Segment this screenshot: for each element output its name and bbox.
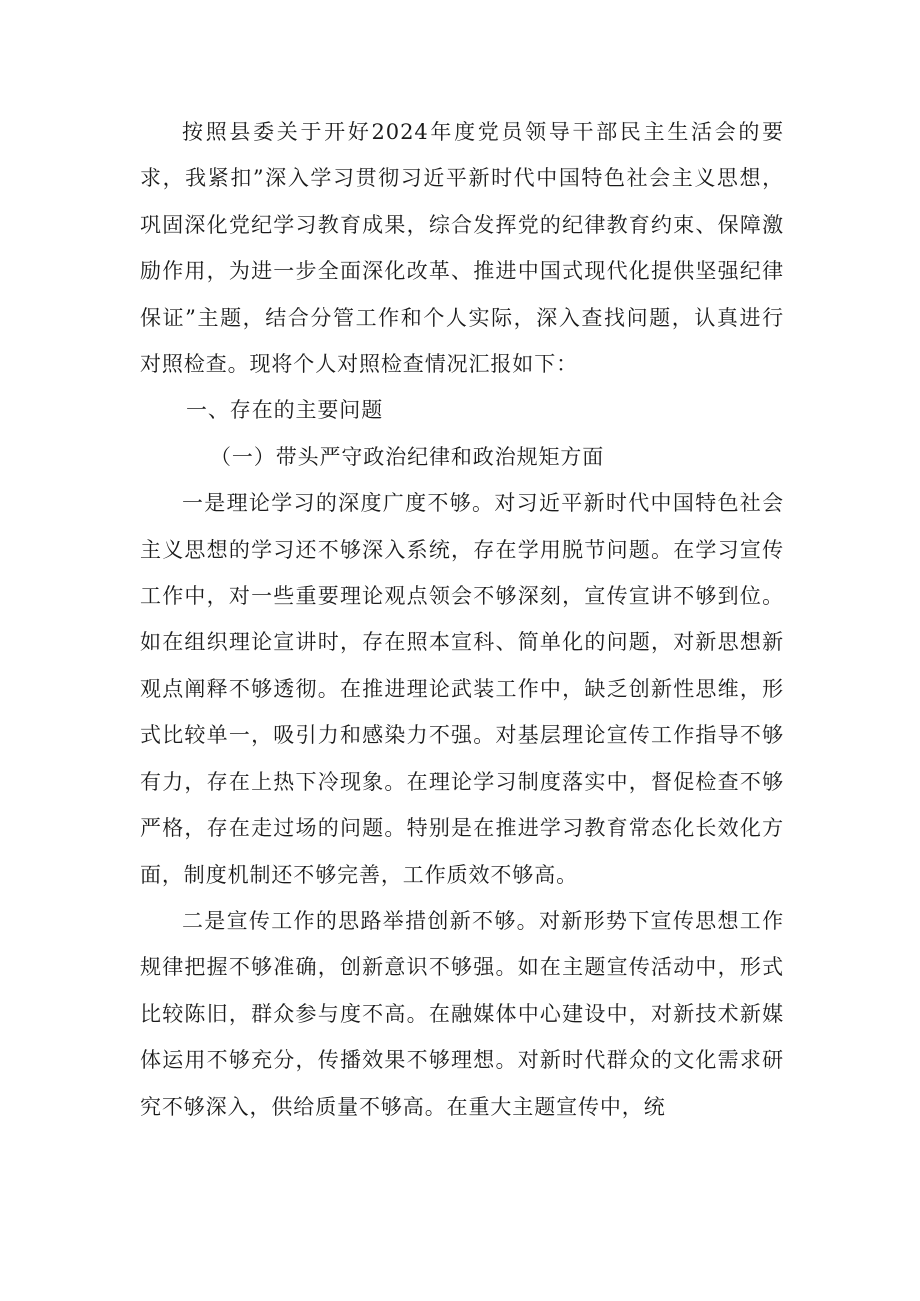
document-body: [140, 109, 784, 1130]
subsection-heading: （一）带头严守政治纪律和政治规矩方面: [210, 444, 605, 469]
body-paragraph-1: 一是理论学习的深度广度不够。对习近平新时代中国特色社会主义思想的学习还不够深入系统，存在学用脱节问题。在学习宣传工作中，对一些重要理论观点领会不够深刻，宣传宣讲不够到位。如在组织理论宣讲时，存在照本宣科、简单化的问题，对新思想新观点阐释不够透彻。在推进理论武装工作中，缺乏创新性思维，形式比较单一，吸引力和感染力不强。对基层理论宣传工作指导不够有力，存在上热下冷现象。在理论学习制度落实中，督促检查不够严格，存在走过场的问题。特别是在推进学习教育常态化长效化方面，制度机制还不够完善，工作质效不够高。: [140, 491, 784, 887]
intro-paragraph: 按照县委关于开好2024年度党员领导干部民主生活会的要求，我紧扣”深入学习贯彻习近平新时代中国特色社会主义思想，巩固深化党纪学习教育成果，综合发挥党的纪律教育约束、保障激励作用，为进一步全面深化改革、推进中国式现代化提供坚强纪律保证”主题，结合分管工作和个人实际，深入查找问题，认真进行对照检查。现将个人对照检查情况汇报如下：: [140, 120, 784, 377]
section-heading: 一、存在的主要问题: [186, 398, 384, 423]
body-paragraph-2: 二是宣传工作的思路举措创新不够。对新形势下宣传思想工作规律把握不够准确，创新意识不够强。如在主题宣传活动中，形式比较陈旧，群众参与度不高。在融媒体中心建设中，对新技术新媒体运用不够充分，传播效果不够理想。对新时代群众的文化需求研究不够深入，供给质量不够高。在重大主题宣传中，统: [140, 908, 784, 1119]
